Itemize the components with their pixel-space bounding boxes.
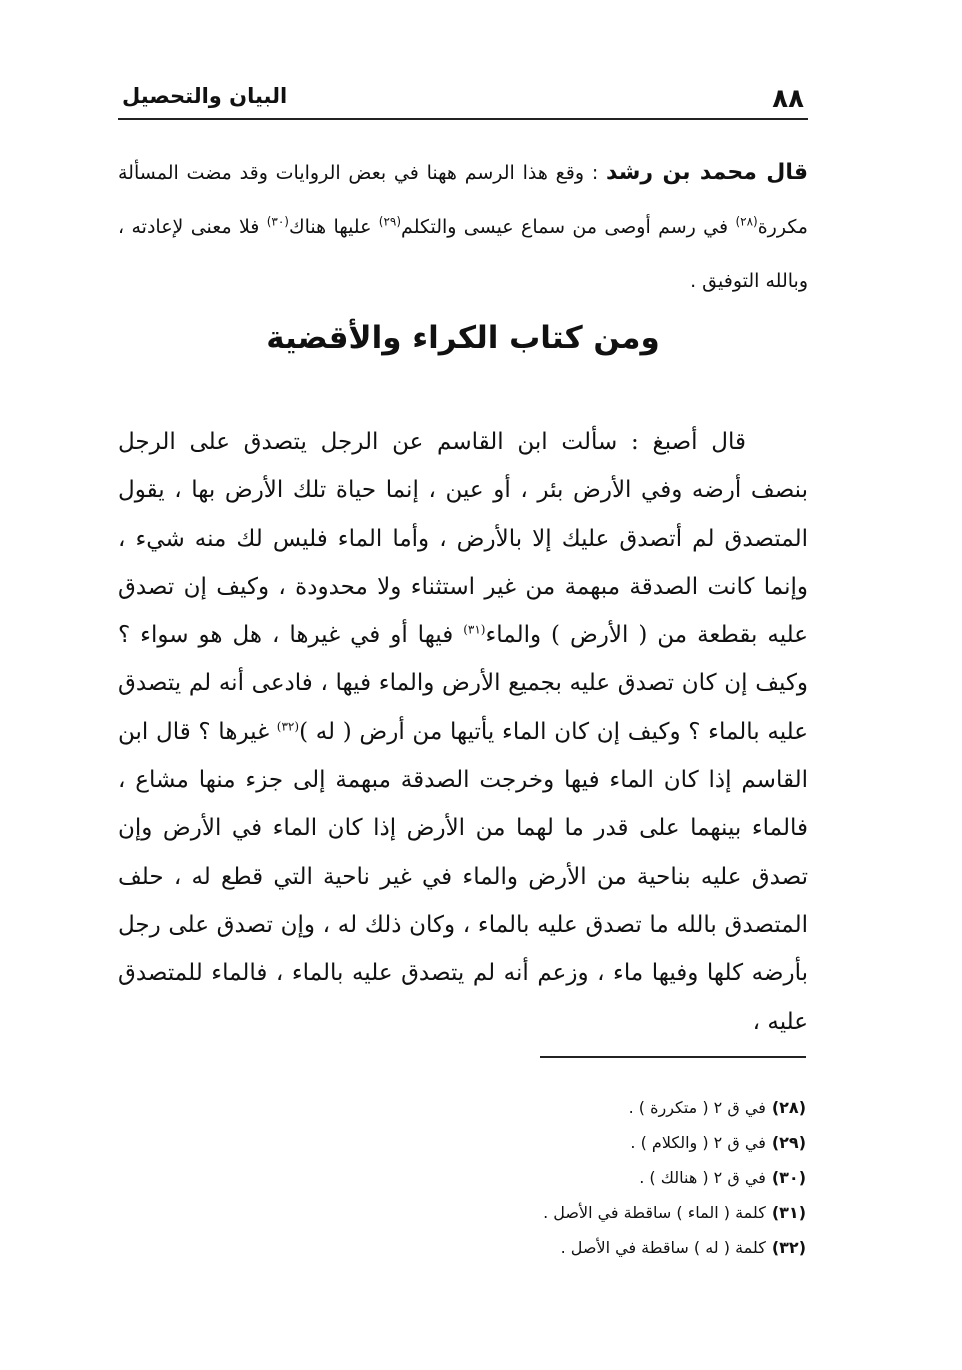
footnote-text: كلمة ( له ) ساقطة في الأصل .: [560, 1238, 766, 1257]
commentary-text: : وقع هذا الرسم ههنا في بعض الروايات وقد مضت المسألة مكررة: [118, 162, 808, 238]
footnotes-list: [400, 1090, 806, 1265]
body-text: غيرها ؟ قال ابن القاسم إذا كان الماء فيها وخرجت الصدقة مبهمة إلى جزء منها مشاع ، فالماء بينهما على قدر ما لهما من الأرض إذا كان الماء في الأرض وإن تصدق عليه بناحية من الأرض والماء في غير ناحية التي قطع له ، حلف المتصدق بالله ما تصدق عليه بالماء ، وكان ذلك له ، وإن تصدق على رجل بأرضه كلها وفيها ماء ، وزعم أنه لم يتصدق عليه بالماء ، فالماء للمتصدق عليه ،: [118, 718, 808, 1035]
footnote-ref[interactable]: (٢٩): [378, 214, 402, 229]
footnote-number: (٢٩): [771, 1133, 806, 1152]
footnote-ref[interactable]: (٣٢): [276, 719, 300, 734]
footnote-text: في ق ٢ ( هنالك ) .: [639, 1168, 766, 1187]
footnote-text: في ق ٢ ( متكررة ) .: [628, 1098, 766, 1117]
body-text-block: [118, 418, 808, 1046]
footnote-item: [400, 1195, 806, 1230]
running-title: البيان والتحصيل: [122, 84, 288, 108]
section-title: ومن كتاب الكراء والأقضية: [266, 320, 660, 356]
commentary-text: عليها هناك: [288, 216, 379, 238]
commentary-text: فلا معنى لإعادته ، وبالله التوفيق .: [118, 216, 808, 292]
footnote-divider: [540, 1056, 806, 1058]
footnote-number: (٣٠): [771, 1168, 806, 1187]
footnote-item: [400, 1160, 806, 1195]
footnote-item: [400, 1125, 806, 1160]
speaker-name: قال محمد بن رشد: [606, 160, 809, 185]
footnote-ref[interactable]: (٣١): [463, 622, 486, 637]
body-text: فيها أو في غيرها ، هل هو سواء ؟ وكيف إن كان تصدق عليه بجميع الأرض والماء فيها ، فادعى أنه لم يتصدق عليه بالماء ؟ وكيف إن كان الماء يأتيها من أرض ( له ): [118, 622, 808, 745]
footnote-number: (٣١): [771, 1203, 806, 1222]
commentary-paragraph: [118, 146, 808, 308]
footnote-ref[interactable]: (٢٨): [735, 214, 758, 229]
body-text: قال أصبغ : سألت ابن القاسم عن الرجل يتصدق على الرجل بنصف أرضه وفي الأرض بئر ، أو عين ، إنما حياة تلك الأرض بها ، يقول المتصدق لم أتصدق عليك إلا بالأرض ، وأما الماء فليس لك منه شيء ، وإنما كانت الصدقة مبهمة من غير استثناء ولا محدودة ، وكيف إن تصدق عليه بقطعة من ( الأرض ) والماء: [118, 429, 808, 649]
footnote-text: في ق ٢ ( والكلام ) .: [630, 1133, 766, 1152]
page-number: ٨٨: [772, 84, 804, 114]
page-header: [118, 78, 808, 120]
body-paragraph: [118, 418, 808, 1046]
footnote-ref[interactable]: (٣٠): [266, 214, 289, 229]
footnote-number: (٣٢): [771, 1238, 806, 1257]
footnote-item: [400, 1230, 806, 1265]
footnote-number: (٢٨): [771, 1098, 806, 1117]
footnote-item: [400, 1090, 806, 1125]
footnote-text: كلمة ( الماء ) ساقطة في الأصل .: [543, 1203, 766, 1222]
commentary-text: في رسم أوصى من سماع عيسى والتكلم: [401, 216, 736, 238]
